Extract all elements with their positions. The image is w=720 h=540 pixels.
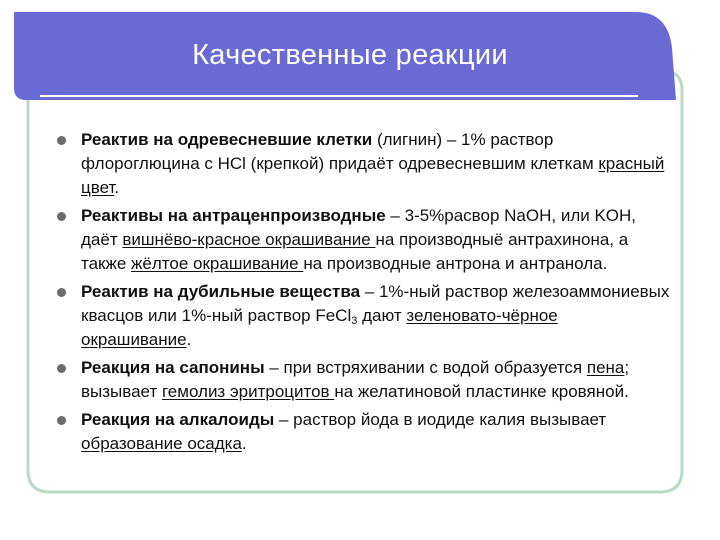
bullet-icon [57, 136, 66, 145]
item-heading: Реактив на одревесневшие клетки [81, 130, 373, 149]
item-text: на производныё антрахинона, а также [81, 230, 629, 273]
item-highlight: вишнёво-красное окрашивание [122, 230, 376, 249]
item-highlight: образование осадка [81, 434, 242, 453]
item-text: – при встряхивании с водой образуется [264, 358, 587, 377]
item-highlight: красный цвет [81, 154, 665, 197]
slide-title: Качественные реакции [192, 38, 508, 71]
item-highlight: гемолиз эритроцитов [161, 382, 335, 401]
item-text: на производные антрона и антранола. [303, 254, 608, 273]
item-text: – раствор йода в иодиде калия вызывает [274, 410, 607, 429]
item-text: – 1%-ный раствор железоаммониевых квасцов или 1%-ный раствор FeCl [81, 282, 670, 325]
item-text: дают [357, 306, 407, 325]
item-text: ; вызывает [81, 358, 630, 401]
bullet-icon [57, 416, 66, 425]
item-text: на желатиновой пластинке кровяной. [334, 382, 629, 401]
bullet-item-anthracene [55, 204, 670, 276]
bullet-icon [57, 212, 66, 221]
item-text: . [241, 434, 247, 453]
bullet-list [55, 128, 670, 456]
item-highlight: пена [586, 358, 625, 377]
item-text: – 3-5%расвор NaOH, или KOH, даёт [81, 206, 637, 249]
item-highlight: зеленовато-чёрное окрашивание [81, 306, 558, 349]
bullet-item-lignin [55, 128, 670, 200]
item-heading: Реактивы на антраценпроизводные [81, 206, 386, 225]
item-heading: Реакция на алкалоиды [81, 410, 275, 429]
item-heading: Реакция на сапонины [81, 358, 265, 377]
item-heading: Реактив на дубильные вещества [81, 282, 361, 301]
bullet-item-saponins [55, 356, 670, 404]
item-subscript: 3 [351, 315, 358, 327]
item-highlight: жёлтое окрашивание [131, 254, 304, 273]
bullet-item-tannins [55, 280, 670, 352]
bullet-item-alkaloids [55, 408, 670, 456]
item-text: . [186, 330, 192, 349]
bullet-icon [57, 364, 66, 373]
slide-content [55, 128, 670, 460]
item-text: (лигнин) – 1% раствор флороглюцина с HCl (крепкой) придаёт одревесневшим клеткам [81, 130, 599, 173]
item-text: . [114, 178, 120, 197]
bullet-icon [57, 288, 66, 297]
